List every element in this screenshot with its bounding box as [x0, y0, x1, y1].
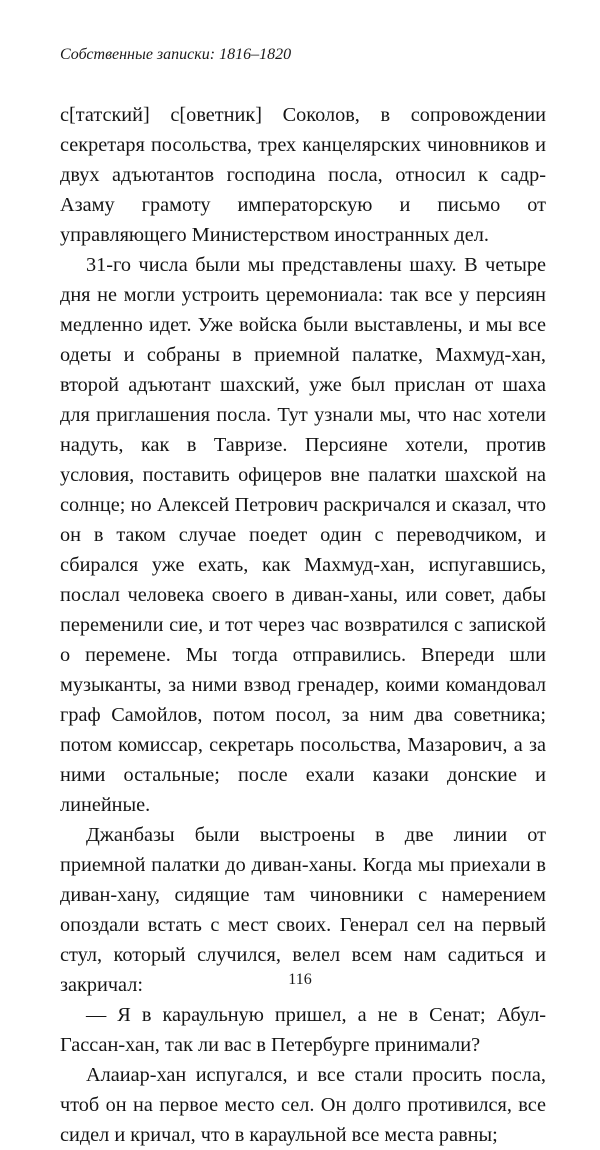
paragraph-5: Алаиар-хан испугался, и все стали просить посла, чтоб он на первое место сел. Он долго противился, все сидел и кричал, что в караульной все места равны;: [60, 1064, 546, 1146]
body-text: [60, 100, 546, 1150]
paragraph-4-dialogue: — Я в караульную пришел, а не в Сенат; Абул-Гассан-хан, так ли вас в Петербурге принимали?: [60, 1004, 546, 1056]
running-head: Собственные записки: 1816–1820: [60, 46, 292, 63]
paragraph-1: с[татский] с[оветник] Соколов, в сопровождении секретаря посольства, трех канцелярских чиновников и двух адъютантов господина посла, относил к садр-Азаму грамоту императорскую и письмо от управляющего Министерством иностранных дел.: [60, 104, 546, 246]
paragraph-3: Джанбазы были выстроены в две линии от приемной палатки до диван-ханы. Когда мы приехали в диван-хану, сидящие там чиновники с намерением опоздали встать с мест своих. Генерал сел на первый стул, который случился, велел всем нам садиться и закричал:: [60, 824, 546, 996]
paragraph-2: 31-го числа были мы представлены шаху. В четыре дня не могли устроить церемониала: так все у персиян медленно идет. Уже войска были выставлены, и мы все одеты и собраны в приемной палатке, Махмуд-хан, второй адъютант шахский, уже был прислан от шаха для приглашения посла. Тут узнали мы, что нас хотели надуть, как в Тавризе. Персияне хотели, против условия, поставить офицеров вне палатки шахской на солнце; но Алексей Петрович раскричался и сказал, что он в таком случае поедет один с переводчиком, и сбирался уже ехать, как Махмуд-хан, испугавшись, послал человека своего в диван-ханы, или совет, дабы переменили сие, и тот через час возвратился с запиской о перемене. Мы тогда отправились. Впереди шли музыканты, за ними взвод гренадер, коими командовал граф Самойлов, потом посол, за ним два советника; потом комиссар, секретарь посольства, Мазарович, а за ними остальные; после ехали казаки донские и линейные.: [60, 254, 546, 816]
page-number: 116: [288, 971, 312, 988]
